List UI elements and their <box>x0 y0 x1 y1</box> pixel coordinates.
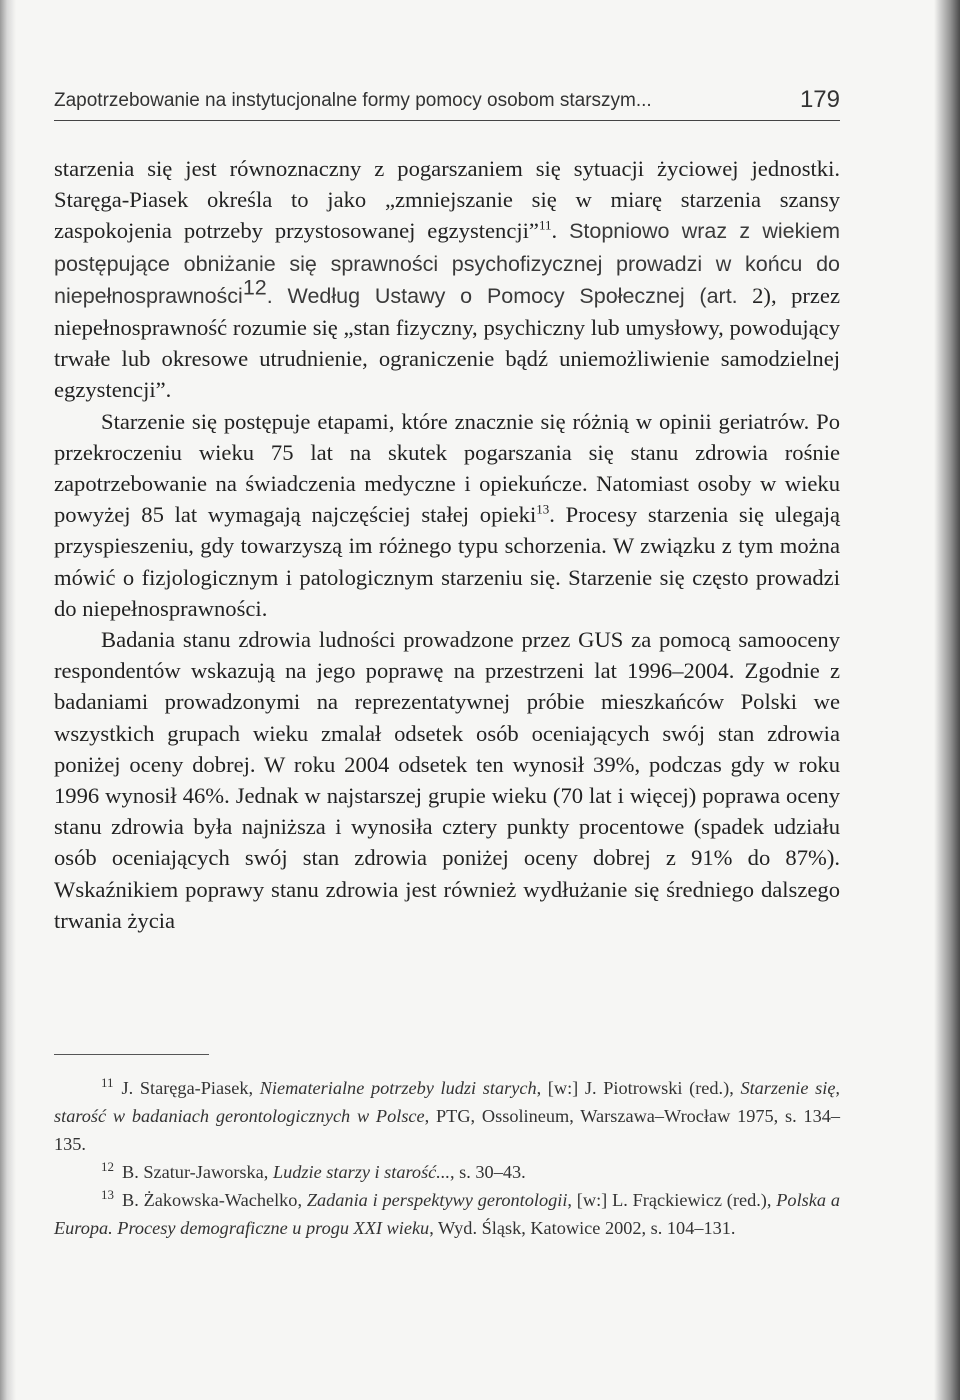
page-number: 179 <box>799 86 840 113</box>
footnote-number-11: 11 <box>101 1074 114 1090</box>
left-page-shadow <box>0 0 16 1400</box>
paragraph-1 <box>54 153 840 406</box>
paragraph-1-text-b: . <box>551 218 570 244</box>
paragraph-1-text-a: starzenia się jest równoznaczny z pogarszaniem się sytuacji życiowej jednostki. Staręga-Piasek określa to jako „zmniejszanie się w miarę starzenia szansy zaspokojenia potrzeby przystosowanej egzystencji” <box>54 156 840 244</box>
paragraph-2-text-a: Starzenie się postępuje etapami, które znacznie się różnią w opinii geriatrów. Po przekroczeniu wieku 75 lat na skutek pogarszania się stanu zdrowia rośnie zapotrzebowanie na świadczenia medyczne i opiekuńcze. Natomiast osoby w wieku powyżej 85 lat wymagają najczęściej stałej opieki <box>54 408 840 528</box>
paragraph-1-sans-text-d: . Według Ustawy o Pomocy Społecznej (art. <box>266 283 738 308</box>
footnote-13-text-c: , Wyd. Śląsk, Katowice 2002, s. 104–131. <box>429 1218 736 1238</box>
footnote-11-title-2: Starzenie się, starość w badaniach gerontologicznych w Polsce <box>54 1078 840 1126</box>
footnote-11-text-a: J. Staręga-Piasek, <box>121 1078 260 1098</box>
footnote-11-title-1: Niematerialne potrzeby ludzi starych <box>259 1078 537 1098</box>
running-head: Zapotrzebowanie na instytucjonalne formy pomocy osobom starszym... <box>54 90 652 111</box>
footnote-11 <box>54 1074 840 1158</box>
footnotes <box>54 1074 840 1242</box>
footnote-13-title-2: Polska a Europa. Procesy demograficzne u progu XXI wieku <box>54 1190 840 1238</box>
paragraph-1-text-e: 2), przez niepełnosprawność rozumie się „stan fizyczny, psychiczny lub umysłowy, powodujący trwałe lub okresowe utrudnienie, ograniczenie bądź uniemożliwienie samodzielnej egzystencji”. <box>54 282 840 403</box>
footnote-ref-11: 11 <box>538 217 552 233</box>
main-text <box>54 153 840 936</box>
footnote-13-text-a: B. Żakowska-Wachelko, <box>122 1190 307 1210</box>
footnote-12-title: Ludzie starzy i starość... <box>272 1162 451 1182</box>
footnote-ref-13: 13 <box>536 501 550 517</box>
footnote-11-text-b: , [w:] J. Piotrowski (red.), <box>536 1078 741 1098</box>
footnote-13-text-b: , [w:] L. Frąckiewicz (red.), <box>567 1190 777 1210</box>
paragraph-3: Badania stanu zdrowia ludności prowadzone przez GUS za pomocą samooceny respondentów wskazują na jego poprawę na przestrzeni lat 1996–2004. Zgodnie z badaniami prowadzonymi na reprezentatywnej próbie mieszkańców Polski we wszystkich grupach wieku zmalał odsetek osób oceniających swój stan zdrowia poniżej oceny dobrej. W roku 2004 odsetek ten wynosił 39%, podczas gdy w roku 1996 wynosił 46%. Jednak w najstarszej grupie wieku (70 lat i więcej) poprawa oceny stanu zdrowia była najniższa i wynosiła cztery punkty procentowe (spadek udziału osób oceniających swój stan zdrowia poniżej oceny dobrej z 91% do 87%). Wskaźnikiem poprawy stanu zdrowia jest również wydłużanie się średniego dalszego trwania życia <box>54 627 840 933</box>
right-page-shadow <box>934 0 960 1400</box>
footnote-number-12: 12 <box>101 1158 114 1174</box>
footnote-12-text-b: , s. 30–43. <box>450 1162 526 1182</box>
paragraph-1-sans-text-c: Stopniowo wraz z wiekiem postępujące obniżanie się sprawności psychofizycznej prowadzi w końcu do niepełnosprawności <box>54 219 841 308</box>
footnote-11-text-c: , PTG, Ossolineum, Warszawa–Wrocław 1975, s. 134–135. <box>54 1106 840 1154</box>
footnote-number-13: 13 <box>101 1186 114 1202</box>
footnote-rule <box>54 1054 209 1055</box>
footnote-12 <box>54 1158 840 1186</box>
footnote-ref-12: 12 <box>242 275 267 300</box>
paragraph-2 <box>54 406 840 624</box>
page-header <box>54 86 840 121</box>
paragraph-2-text-b: . Procesy starzenia się ulegają przyspieszeniu, gdy towarzyszą im różnego typu schorzenia. W związku z tym można mówić o fizjologicznym i patologicznym starzeniu się. Starzenie się często prowadzi do niepełnosprawności. <box>54 502 840 621</box>
footnote-13 <box>54 1186 840 1242</box>
footnote-12-text-a: B. Szatur-Jaworska, <box>122 1162 273 1182</box>
footnote-13-title-1: Zadania i perspektywy gerontologii <box>306 1190 568 1210</box>
